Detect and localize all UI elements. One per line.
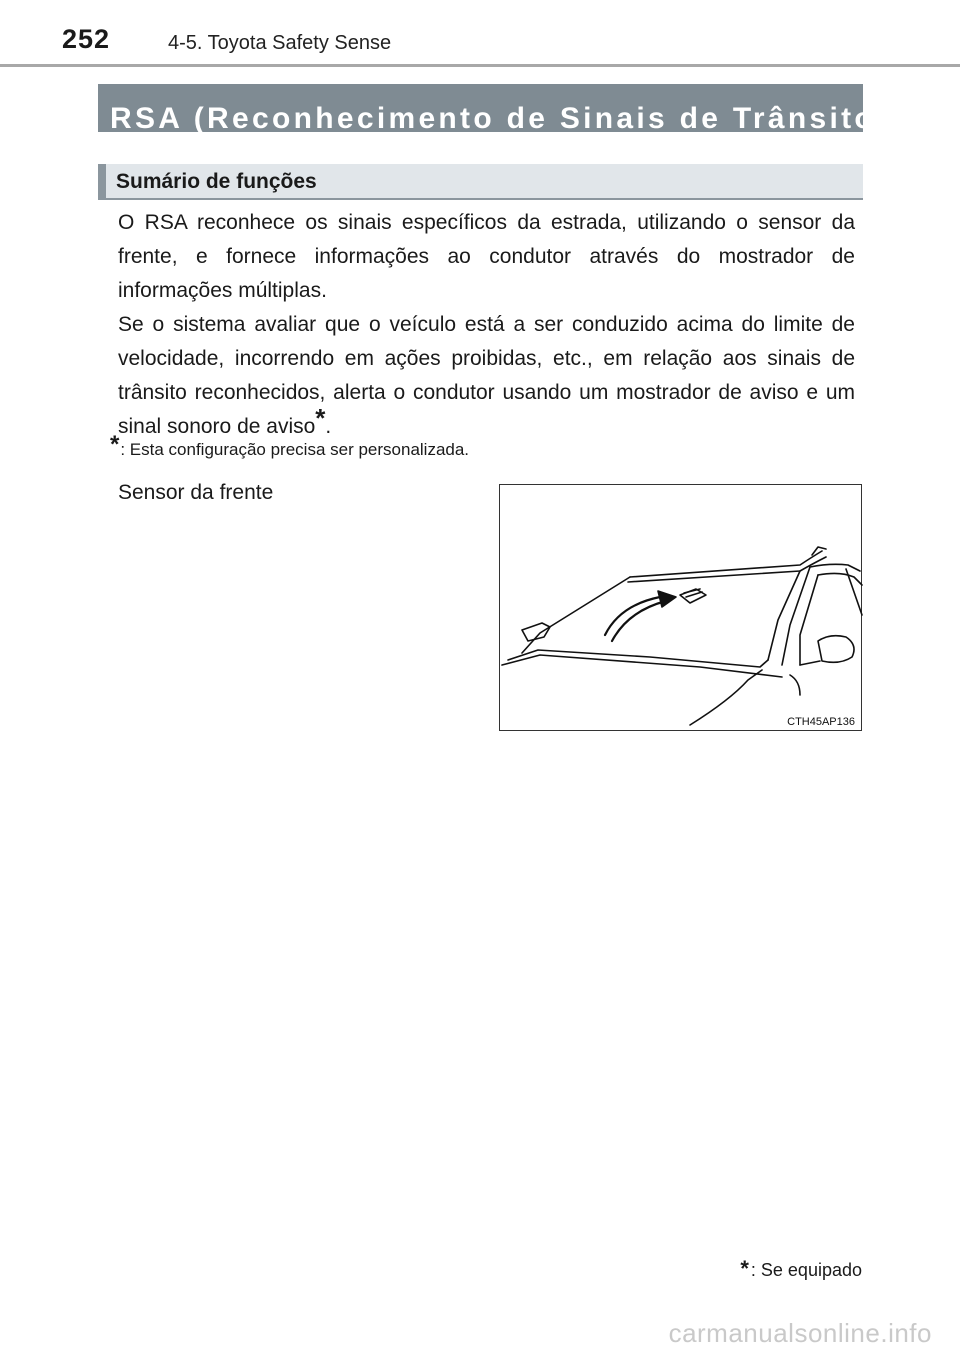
paragraph-2-text: Se o sistema avaliar que o veículo está a ser conduzido acima do limite de velocidade, incorrendo em ações proibidas, etc., em relação aos sinais de trânsito reconhecidos, alerta o condutor usando um mostrador de aviso e um sinal sonoro de aviso (118, 313, 855, 438)
front-sensor-illustration (499, 484, 862, 731)
subsection-heading: Sumário de funções (98, 164, 863, 200)
equipped-marker: * (892, 98, 900, 118)
footnote-star: * (110, 431, 120, 458)
footnote (110, 431, 470, 460)
page-number: 252 (62, 24, 111, 54)
figure-label: Sensor da frente (118, 481, 274, 504)
header-divider (0, 64, 960, 67)
section-title: 4-5. Toyota Safety Sense (168, 32, 392, 54)
equipped-note (740, 1256, 862, 1281)
watermark: carmanualsonline.info (668, 1318, 932, 1348)
chapter-title-banner (98, 84, 900, 135)
body-paragraph-2 (118, 308, 855, 444)
body-paragraph-1: O RSA reconhece os sinais específicos da estrada, utilizando o sensor da frente, e fornece informações ao condutor através do mostrador de informações múltiplas. (118, 211, 855, 302)
equipped-star: * (740, 1256, 749, 1281)
footnote-text: : Esta configuração precisa ser personalizada. (120, 440, 470, 459)
windshield-sensor-drawing (500, 485, 863, 732)
paragraph-2-end: . (325, 415, 332, 438)
footnote-marker: * (315, 403, 326, 433)
equipped-text: : Se equipado (750, 1260, 862, 1280)
figure-code: CTH45AP136 (787, 716, 855, 728)
chapter-title: RSA (Reconhecimento de Sinais de Trânsito) (110, 102, 890, 135)
